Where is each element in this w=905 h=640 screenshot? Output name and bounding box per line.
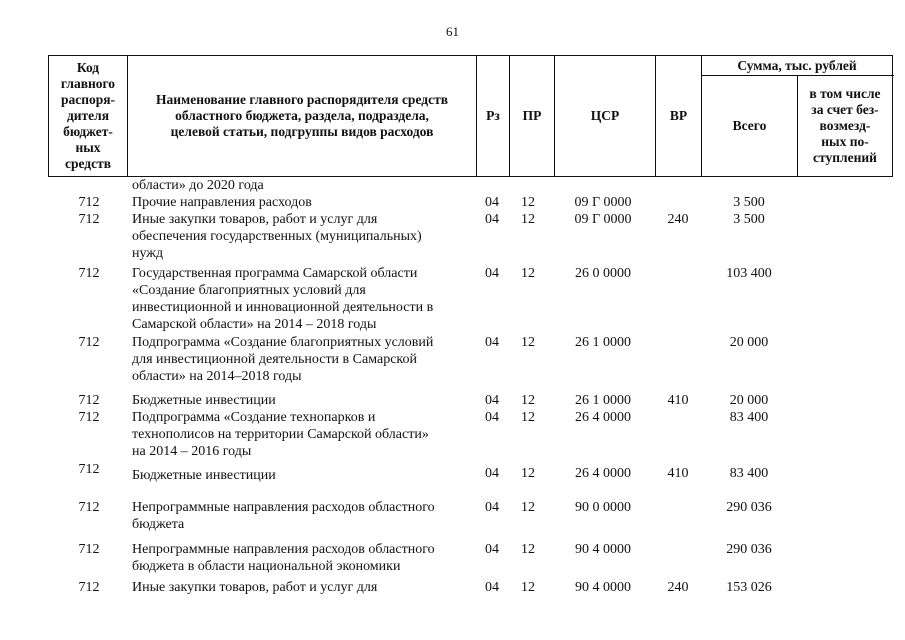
row-csr: 09 Г 0000 <box>574 195 632 210</box>
table-row <box>48 392 893 409</box>
row-code: 712 <box>78 542 100 557</box>
row-total: 290 036 <box>726 500 772 515</box>
row-total: 20 000 <box>729 393 769 408</box>
row-total: 83 400 <box>729 466 769 481</box>
table-row <box>48 409 893 463</box>
row-pr: 12 <box>521 393 535 408</box>
row-rz: 04 <box>485 542 499 557</box>
header-pr: ПР <box>522 108 542 123</box>
row-total: 290 036 <box>726 542 772 557</box>
row-csr: 90 4 0000 <box>575 580 631 595</box>
row-name: Непрограммные направления расходов областного бюджета <box>132 500 435 532</box>
header-sum: Сумма, тыс. рублей <box>737 57 857 73</box>
table-body <box>48 177 893 596</box>
row-vr: 240 <box>667 212 689 227</box>
row-name: Прочие направления расходов <box>132 195 312 210</box>
row-rz: 04 <box>485 500 499 515</box>
row-total: 103 400 <box>726 266 772 281</box>
row-vr: 410 <box>667 466 689 481</box>
row-pr: 12 <box>521 580 535 595</box>
row-pr: 12 <box>521 266 535 281</box>
table-row <box>48 265 893 334</box>
row-rz: 04 <box>485 212 499 227</box>
row-name: Государственная программа Самарской области «Создание благоприятных условий для инвестиционной и инновационной деятельности в Самарской области» на 2014 – 2018 годы <box>132 266 434 332</box>
table-row <box>48 211 893 265</box>
row-rz: 04 <box>485 335 499 350</box>
row-pr: 12 <box>521 466 535 481</box>
row-rz: 04 <box>485 195 499 210</box>
table-row <box>48 334 893 392</box>
row-total: 20 000 <box>729 335 769 350</box>
row-total: 83 400 <box>729 410 769 425</box>
row-vr: 240 <box>667 580 689 595</box>
row-code: 712 <box>78 500 100 515</box>
row-csr: 26 1 0000 <box>575 335 631 350</box>
header-code: Код главного распоря- дителя бюджет- ных средств <box>60 60 116 171</box>
row-rz: 04 <box>485 410 499 425</box>
table-row <box>48 579 893 596</box>
table-header <box>48 55 893 177</box>
row-pr: 12 <box>521 335 535 350</box>
table-row <box>48 499 893 541</box>
row-pr: 12 <box>521 542 535 557</box>
row-total: 3 500 <box>733 212 765 227</box>
row-name: Бюджетные инвестиции <box>132 468 276 483</box>
row-rz: 04 <box>485 466 499 481</box>
row-code: 712 <box>78 212 100 227</box>
row-code: 712 <box>78 195 100 210</box>
row-name: Непрограммные направления расходов областного бюджета в области национальной экономики <box>132 542 435 574</box>
row-rz: 04 <box>485 393 499 408</box>
row-code: 712 <box>78 580 100 595</box>
row-csr: 90 0 0000 <box>575 500 631 515</box>
row-code: 712 <box>78 266 100 281</box>
header-csr: ЦСР <box>590 108 620 123</box>
row-name: области» до 2020 года <box>132 178 264 193</box>
table-row <box>48 177 893 194</box>
row-csr: 09 Г 0000 <box>574 212 632 227</box>
header-rz: Рз <box>486 108 500 123</box>
header-incl: в том числе за счет без- возмезд- ных по- ступлений <box>809 86 881 165</box>
row-code: 712 <box>78 462 100 477</box>
row-pr: 12 <box>521 500 535 515</box>
row-csr: 26 4 0000 <box>575 466 631 481</box>
row-total: 153 026 <box>726 580 772 595</box>
col-divider <box>127 56 128 176</box>
row-rz: 04 <box>485 580 499 595</box>
page-number: 61 <box>446 24 459 39</box>
row-vr: 410 <box>667 393 689 408</box>
table-row <box>48 541 893 579</box>
row-pr: 12 <box>521 212 535 227</box>
table-row <box>48 463 893 490</box>
header-vr: ВР <box>669 108 688 123</box>
header-name: Наименование главного распорядителя средств областного бюджета, раздела, подраздела, целевой статьи, подгруппы видов расходов <box>155 92 448 139</box>
row-total: 3 500 <box>733 195 765 210</box>
row-csr: 26 4 0000 <box>575 410 631 425</box>
row-name: Иные закупки товаров, работ и услуг для <box>132 580 378 595</box>
row-pr: 12 <box>521 195 535 210</box>
row-csr: 26 0 0000 <box>575 266 631 281</box>
row-csr: 90 4 0000 <box>575 542 631 557</box>
header-total: Всего <box>732 118 767 133</box>
table-row <box>48 194 893 211</box>
row-code: 712 <box>78 410 100 425</box>
row-pr: 12 <box>521 410 535 425</box>
row-name: Подпрограмма «Создание благоприятных условий для инвестиционной деятельности в Самарской области» на 2014–2018 годы <box>132 335 434 384</box>
row-name: Иные закупки товаров, работ и услуг для обеспечения государственных (муниципальных) нужд <box>132 212 422 261</box>
row-name: Бюджетные инвестиции <box>132 393 276 408</box>
row-name: Подпрограмма «Создание технопарков и технополисов на территории Самарской области» на 2014 – 2016 годы <box>132 410 429 459</box>
row-code: 712 <box>78 393 100 408</box>
row-rz: 04 <box>485 266 499 281</box>
row-code: 712 <box>78 335 100 350</box>
row-csr: 26 1 0000 <box>575 393 631 408</box>
